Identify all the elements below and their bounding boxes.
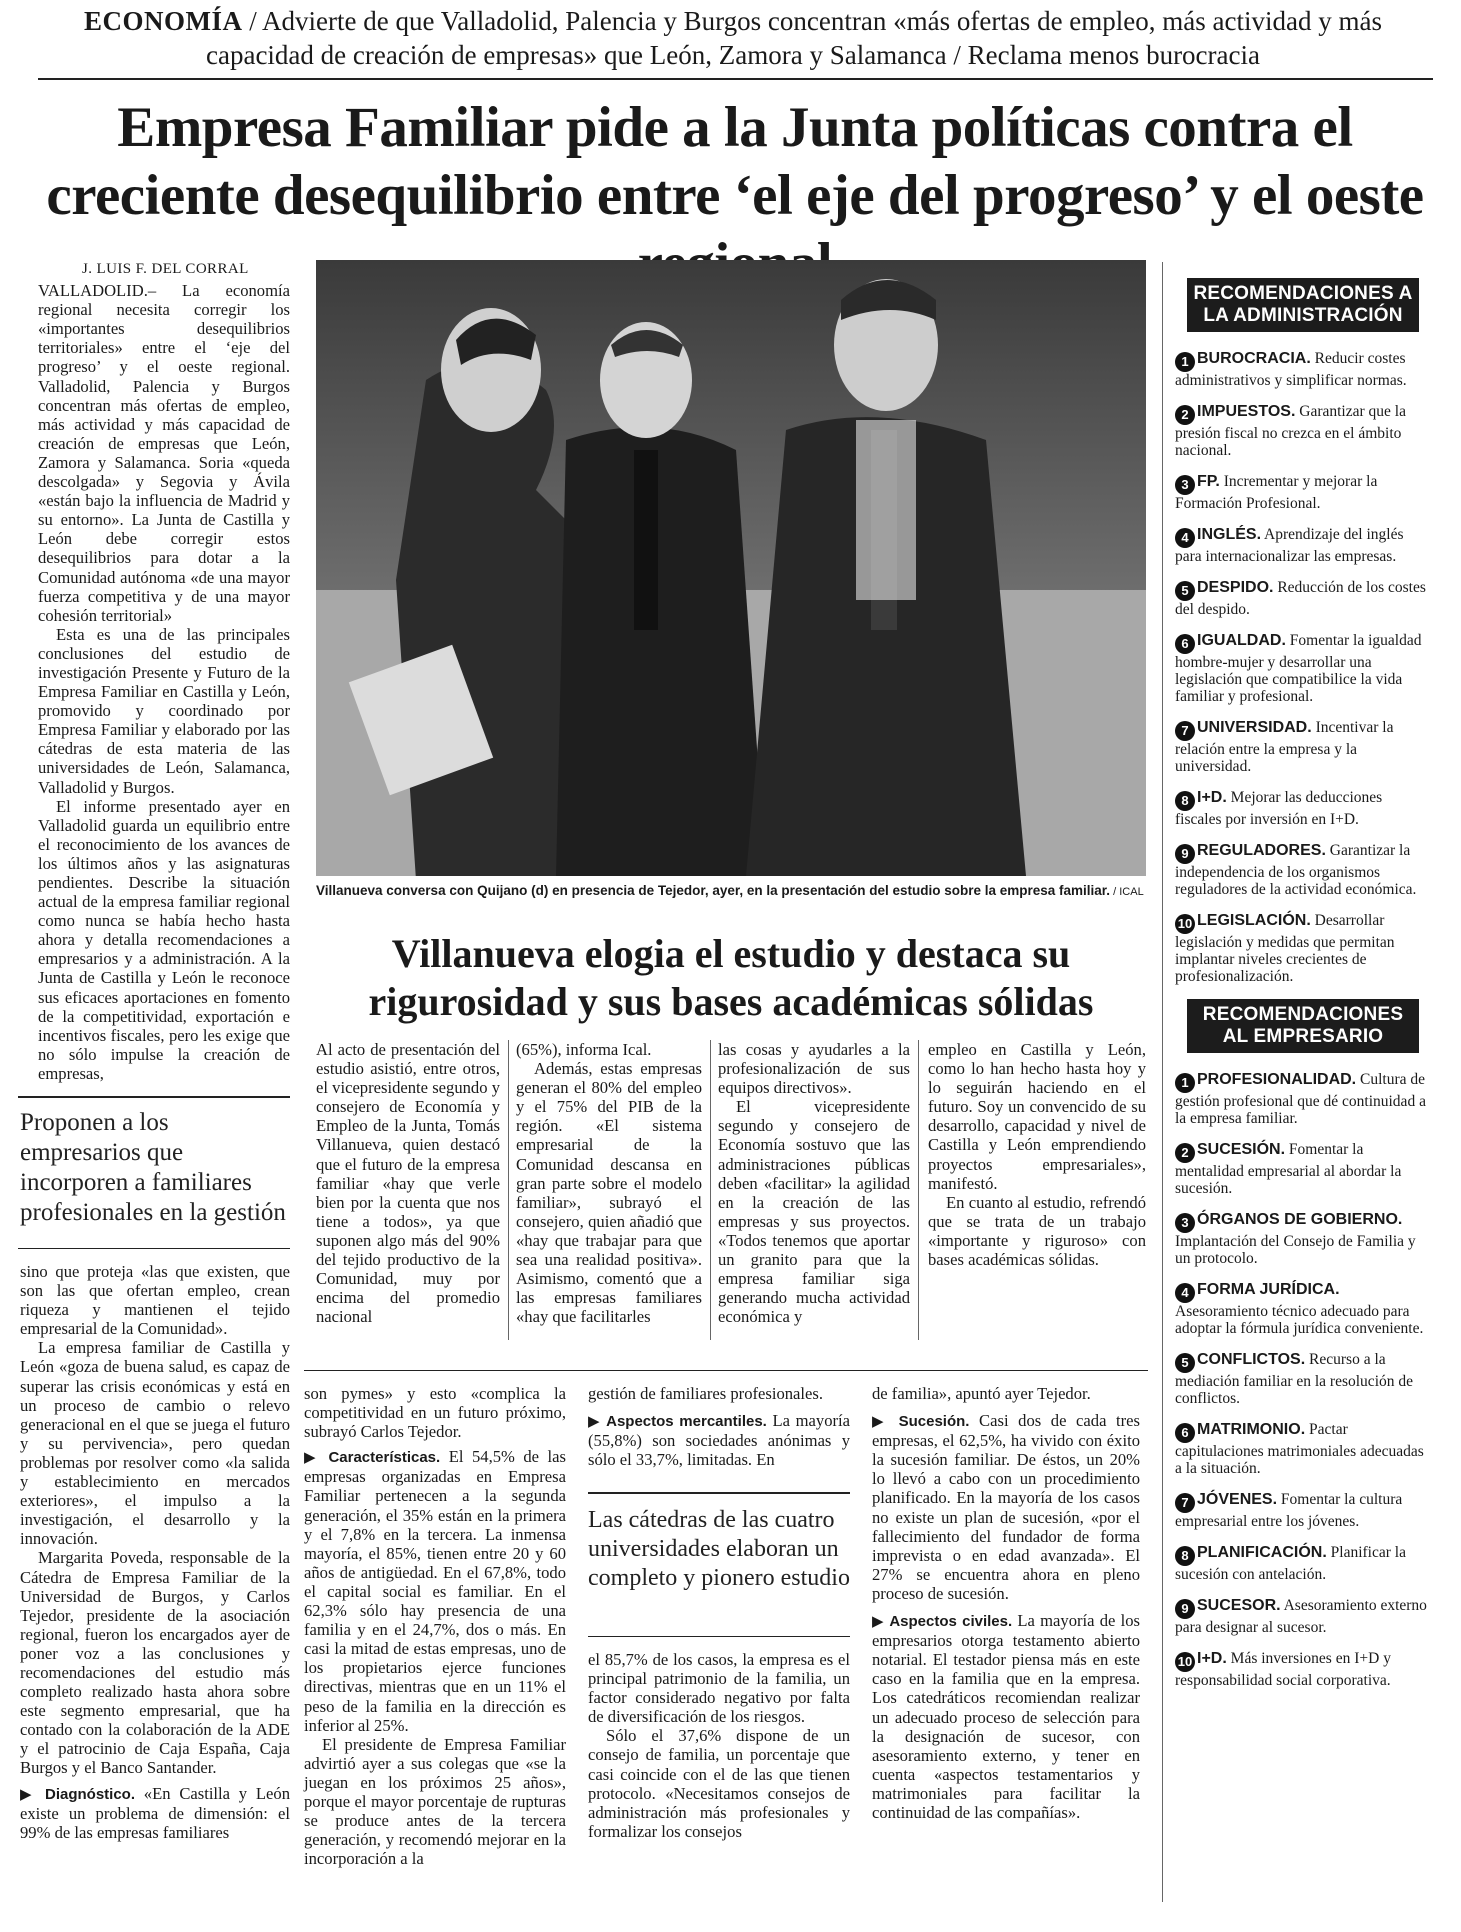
- box-title-empresario: RECOMENDACIONES AL EMPRESARIO: [1187, 999, 1419, 1053]
- paragraph: gestión de familiares profesionales.: [588, 1384, 824, 1403]
- paragraph-text: La mayoría de los empresarios otorga testamento abierto notarial. El testador piensa más en este caso en la familia que en la empresa. Los catedráticos recomiendan realizar un adecuado proceso de selección para la designación de sucesor, con asesoramiento externo, y tener en cuenta «aspectos testamentarios y matrimoniales para facilitar la continuidad de las compañías».: [872, 1611, 1141, 1822]
- paragraph: Margarita Poveda, responsable de la Cátedra de Empresa Familiar de la Universidad de Burgos, y Carlos Tejedor, presidente de la asociación regional, fueron los encargados ayer de poner voz a las conclusiones y recomendaciones del estudio más completo realizado hasta ahora sobre este segmento empresarial, que ha contado con la colaboración de la ADE y el patrocinio de Caja España, Caja Burgos y el Banco Santander.: [20, 1548, 290, 1778]
- recommendation-text: Mejorar las deducciones fiscales por inversión en I+D.: [1175, 789, 1383, 828]
- recommendation-item: [1175, 1141, 1431, 1197]
- lead-diagnostico: ▶ Diagnóstico.: [20, 1785, 135, 1803]
- recommendation-text: Incentivar la relación entre la empresa y la universidad.: [1175, 719, 1394, 775]
- number-badge-icon: 5: [1175, 581, 1195, 601]
- divider: [18, 1248, 290, 1249]
- recommendation-text: Asesoramiento externo para designar al sucesor.: [1175, 1597, 1427, 1636]
- kicker-text: / Advierte de que Valladolid, Palencia y Burgos concentran «más ofertas de empleo, más actividad y más capacidad de creación de empresas» que León, Zamora y Salamanca / Reclama menos burocracia: [206, 6, 1382, 70]
- number-badge-icon: 1: [1175, 352, 1195, 372]
- paragraph: Además, estas empresas generan el 80% del empleo y el 75% del PIB de la región. «El sistema empresarial de la Comunidad descansa en gran parte sobre el modelo familiar», subrayó el consejero, quien añadió que «hay que trabajar para que sea una realidad positiva». Asimismo, comentó que a las empresas familiares «hay que facilitarles: [516, 1059, 702, 1327]
- paragraph: Sólo el 37,6% dispone de un consejo de familia, un porcentaje que casi coincide con el de las que tienen protocolo. «Necesitamos consejos de administración más profesionales y formalizar los consejos: [588, 1726, 850, 1841]
- divider: [18, 1096, 290, 1098]
- news-photo: [316, 260, 1146, 876]
- recommendation-item: [1175, 350, 1431, 389]
- recommendation-title: SUCESIÓN.: [1197, 1141, 1286, 1158]
- article-column-1b: [20, 1262, 290, 1842]
- sidebar-divider: [1162, 262, 1163, 1902]
- box-title-administracion: RECOMENDACIONES A LA ADMINISTRACIÓN: [1187, 278, 1419, 332]
- recommendation-text: Garantizar que la presión fiscal no crezca en el ámbito nacional.: [1175, 403, 1406, 459]
- number-badge-icon: 9: [1175, 844, 1195, 864]
- recommendation-item: [1175, 1421, 1431, 1477]
- recommendation-title: BUROCRACIA.: [1197, 350, 1311, 367]
- divider: [588, 1492, 850, 1494]
- lower-column-4: [872, 1384, 1140, 1822]
- recommendation-title: REGULADORES.: [1197, 842, 1326, 859]
- recommendation-item: [1175, 632, 1431, 705]
- recommendation-item: [1175, 473, 1431, 512]
- number-badge-icon: 1: [1175, 1073, 1195, 1093]
- number-badge-icon: 10: [1175, 1652, 1195, 1672]
- paragraph: son pymes» y esto «complica la competitividad en un futuro próximo, subrayó Carlos Tejedor.: [304, 1384, 566, 1442]
- recommendation-item: [1175, 1281, 1431, 1337]
- recommendation-title: INGLÉS.: [1197, 526, 1262, 543]
- paragraph: (65%), informa Ical.: [516, 1040, 652, 1059]
- paragraph-text: La mayoría (55,8%) son sociedades anónimas y sólo el 33,7%, limitadas. En: [588, 1411, 850, 1470]
- lead-sucesion: ▶ Sucesión.: [872, 1413, 970, 1431]
- paragraph: [588, 1411, 850, 1469]
- recommendation-text: Pactar capitulaciones matrimoniales adecuadas a la situación.: [1175, 1421, 1424, 1477]
- number-badge-icon: 3: [1175, 475, 1195, 495]
- column-divider: [710, 1040, 711, 1340]
- paragraph: [20, 1784, 290, 1842]
- paragraph: Esta es una de las principales conclusiones del estudio de investigación Presente y Futuro de la Empresa Familiar en Castilla y León, promovido y coordinado por Empresa Familiar y elaborado por las cátedras de esta materia de las universidades de León, Salamanca, Valladolid y Burgos.: [38, 624, 290, 797]
- paragraph-text: «En Castilla y León existe un problema de dimensión: el 99% de las empresas familiares: [20, 1783, 290, 1842]
- paragraph: Al acto de presentación del estudio asistió, entre otros, el vicepresidente segundo y consejero de Economía y Empleo de la Junta, Tomás Villanueva, quien destacó que el futuro de la empresa familiar «hay que verle bien por la cuenta que nos tiene a todos», ya que suponen algo más del 90% del tejido productivo de la Comunidad, muy por encima del promedio nacional: [316, 1040, 500, 1327]
- article-column-1: [38, 260, 290, 1083]
- subheadline: Villanueva elogia el estudio y destaca su rigurosidad y sus bases académicas sólidas: [368, 931, 1094, 1024]
- recommendation-text: Aprendizaje del inglés para internacionalizar las empresas.: [1175, 526, 1404, 565]
- recommendation-title: MATRIMONIO.: [1197, 1421, 1306, 1438]
- paragraph: sino que proteja «las que existen, que son las que ofertan empleo, crean riqueza y mantienen el tejido empresarial de la Comunidad».: [20, 1262, 290, 1339]
- recommendation-title: IGUALDAD.: [1197, 632, 1286, 649]
- recommendation-item: [1175, 526, 1431, 565]
- number-badge-icon: 10: [1175, 914, 1195, 934]
- number-badge-icon: 9: [1175, 1599, 1195, 1619]
- caption-text: Villanueva conversa con Quijano (d) en presencia de Tejedor, ayer, en la presentación del estudio sobre la empresa familiar.: [316, 883, 1111, 898]
- recommendation-title: SUCESOR.: [1197, 1597, 1281, 1614]
- recommendation-title: DESPIDO.: [1197, 579, 1274, 596]
- sub-column-2: [516, 1040, 702, 1326]
- recommendation-text: Cultura de gestión profesional que dé continuidad a la empresa familiar.: [1175, 1071, 1426, 1127]
- recommendation-item: [1175, 579, 1431, 618]
- recommendation-item: [1175, 403, 1431, 459]
- recommendation-item: [1175, 1544, 1431, 1583]
- recommendation-text: Fomentar la mentalidad empresarial al abordar la sucesión.: [1175, 1141, 1402, 1197]
- paragraph: de familia», apuntó ayer Tejedor.: [872, 1384, 1091, 1403]
- side-headline-2: Las cátedras de las cuatro universidades elaboran un completo y pionero estudio: [588, 1507, 850, 1591]
- recommendation-title: IMPUESTOS.: [1197, 403, 1296, 420]
- recommendations-sidebar: [1175, 262, 1431, 1703]
- recommendation-title: FORMA JURÍDICA.: [1197, 1281, 1340, 1298]
- sub-column-4: [928, 1040, 1146, 1269]
- recommendation-title: FP.: [1197, 473, 1220, 490]
- lower-column-3b: [588, 1650, 850, 1841]
- recommendation-text: Garantizar la independencia de los organismos reguladores de la actividad económica.: [1175, 842, 1417, 898]
- paragraph: [872, 1411, 1140, 1603]
- paragraph: [872, 1611, 1140, 1822]
- paragraph: La empresa familiar de Castilla y León «goza de buena salud, es capaz de superar las crisis económicas y está en un proceso de cambio o relevo generacional en el que se juega el futuro y su pervivencia», pero quedan problemas por resolver como «la salida y establecimiento en mercados exteriores», el impulso a la investigación, el desarrollo y la innovación.: [20, 1338, 290, 1549]
- recommendation-title: PLANIFICACIÓN.: [1197, 1544, 1327, 1561]
- recommendation-title: CONFLICTOS.: [1197, 1351, 1306, 1368]
- recommendation-title: JÓVENES.: [1197, 1491, 1278, 1508]
- recommendation-item: [1175, 1491, 1431, 1530]
- section-label: ECONOMÍA: [84, 6, 243, 36]
- recommendation-text: Desarrollar legislación y medidas que permitan implantar niveles crecientes de profesionalización.: [1175, 912, 1395, 985]
- recommendation-title: PROFESIONALIDAD.: [1197, 1071, 1357, 1088]
- recommendation-title: I+D.: [1197, 1650, 1227, 1667]
- recommendation-text: Asesoramiento técnico adecuado para adoptar la fórmula jurídica conveniente.: [1175, 1303, 1424, 1337]
- recommendation-item: [1175, 912, 1431, 985]
- recommendation-title: ÓRGANOS DE GOBIERNO.: [1197, 1211, 1403, 1228]
- number-badge-icon: 6: [1175, 1423, 1195, 1443]
- paragraph: las cosas y ayudarles a la profesionalización de sus equipos directivos».: [718, 1040, 910, 1098]
- sub-column-3: [718, 1040, 910, 1326]
- number-badge-icon: 4: [1175, 1283, 1195, 1303]
- photo-people-image: [316, 260, 1146, 876]
- empresario-list: [1175, 1071, 1431, 1689]
- recommendation-item: [1175, 719, 1431, 775]
- administracion-list: [1175, 350, 1431, 985]
- paragraph: El informe presentado ayer en Valladolid guarda un equilibrio entre el reconocimiento de los avances de los últimos años y las asignaturas pendientes. Describe la situación actual de la empresa familiar regional como nunca se había hecho hasta ahora y detalla recomendaciones a empresarios y a administración. A la Junta de Castilla y León le reconoce sus eficaces aportaciones en fomento de la competitividad, exportación e incentivos fiscales, pero les exige que no sólo impulse la creación de empresas,: [38, 796, 290, 1083]
- number-badge-icon: 6: [1175, 634, 1195, 654]
- recommendation-title: I+D.: [1197, 789, 1227, 806]
- number-badge-icon: 2: [1175, 405, 1195, 425]
- number-badge-icon: 7: [1175, 721, 1195, 741]
- recommendation-item: [1175, 842, 1431, 898]
- number-badge-icon: 3: [1175, 1213, 1195, 1233]
- paragraph: El presidente de Empresa Familiar advirtió ayer a sus colegas que «se la juegan en los próximos 25 años», porque el mayor porcentaje de rupturas se produce antes de la tercera generación, y recomendó mejorar en la incorporación a la: [304, 1734, 566, 1869]
- paragraph-text: Casi dos de cada tres empresas, el 62,5%, ha vivido con éxito la sucesión familiar. De éstos, un 20% lo llevó a cabo con un procedimiento planificado. En la mayoría de los casos no existe un plan de sucesión, «por el fallecimiento del fundador de forma imprevista o en edad avanzada». El 27% se encuentra ahora en pleno proceso de sucesión.: [872, 1411, 1140, 1603]
- number-badge-icon: 8: [1175, 1546, 1195, 1566]
- divider: [588, 1636, 850, 1637]
- recommendation-item: [1175, 789, 1431, 828]
- recommendation-title: UNIVERSIDAD.: [1197, 719, 1312, 736]
- recommendation-item: [1175, 1071, 1431, 1127]
- lead-mercantiles: ▶ Aspectos mercantiles.: [588, 1413, 767, 1431]
- recommendation-item: [1175, 1597, 1431, 1636]
- recommendation-text: Fomentar la igualdad hombre-mujer y desarrollar una legislación que compatibilice la vida familiar y profesional.: [1175, 632, 1422, 705]
- number-badge-icon: 5: [1175, 1353, 1195, 1373]
- paragraph: el 85,7% de los casos, la empresa es el principal patrimonio de la familia, un factor considerado negativo por falta de diversificación de los riesgos.: [588, 1650, 850, 1727]
- number-badge-icon: 7: [1175, 1493, 1195, 1513]
- recommendation-text: Reducción de los costes del despido.: [1175, 579, 1426, 618]
- recommendation-item: [1175, 1650, 1431, 1689]
- recommendation-text: Planificar la sucesión con antelación.: [1175, 1544, 1406, 1583]
- lead-civiles: ▶ Aspectos civiles.: [872, 1613, 1013, 1631]
- recommendation-text: Implantación del Consejo de Familia y un protocolo.: [1175, 1233, 1416, 1267]
- top-rule: [38, 78, 1433, 80]
- sub-column-1: [316, 1040, 500, 1326]
- paragraph-text: El 54,5% de las empresas organizadas en Empresa Familiar pertenecen a la segunda generación, el 35% están en la primera y el 7,8% en la tercera. La inmensa mayoría, el 85%, tienen entre 20 y 60 años de antigüedad. En el 67,8%, todo el capital social es familiar. En el 62,3% sólo hay presencia de una familia y en el 24,7%, dos o más. En casi la mitad de estas empresas, uno de los propietarios ejerce funciones directivas, mientras que en un 11% el peso de la familia en la dirección es inferior al 25%.: [304, 1447, 566, 1735]
- recommendation-text: Reducir costes administrativos y simplificar normas.: [1175, 350, 1407, 389]
- number-badge-icon: 8: [1175, 791, 1195, 811]
- recommendation-text: Incrementar y mejorar la Formación Profesional.: [1175, 473, 1378, 512]
- column-divider: [918, 1040, 919, 1340]
- paragraph: El vicepresidente segundo y consejero de Economía sostuvo que las administraciones públicas deben «facilitar» la agilidad en la creación de las empresas y sus proyectos. «Todos tenemos que aportar un granito para que la empresa familiar siga generando mucha actividad económica y: [718, 1097, 910, 1327]
- paragraph: empleo en Castilla y León, como lo han hecho hasta hoy y lo seguirán haciendo en el futuro. Soy un convencido de su desarrollo, capacidad y nivel de Castilla y León emprendiendo proyectos empresariales», manifestó.: [928, 1040, 1146, 1193]
- paragraph: VALLADOLID.– La economía regional necesita corregir los «importantes desequilibrios territoriales» entre el ‘eje del progreso’ y el oeste regional. Valladolid, Palencia y Burgos concentran más ofertas de empleo, más actividad y más capacidad de creación de empresas que León, Zamora y Salamanca. Soria «queda descolgada» y Segovia y Ávila «están bajo la influencia de Madrid y su entorno». La Junta de Castilla y León debe corregir estos desequilibrios para dotar a la Comunidad autónoma «de una mayor fuerza competitiva y de una mayor cohesión territorial»: [38, 281, 290, 625]
- recommendation-text: Más inversiones en I+D y responsabilidad social corporativa.: [1175, 1650, 1391, 1689]
- recommendation-item: [1175, 1351, 1431, 1407]
- recommendation-text: Fomentar la cultura empresarial entre los jóvenes.: [1175, 1491, 1403, 1530]
- kicker: [38, 4, 1428, 72]
- headline: Empresa Familiar pide a la Junta políticas contra el creciente desequilibrio entre ‘el eje del progreso’ y el oeste: [46, 96, 1424, 227]
- lower-column-3: [588, 1384, 850, 1469]
- photo-caption: [316, 882, 1146, 901]
- lower-column-2: [304, 1384, 566, 1868]
- recommendation-item: [1175, 1211, 1431, 1267]
- recommendation-title: LEGISLACIÓN.: [1197, 912, 1311, 929]
- divider: [304, 1370, 1148, 1371]
- lead-caracteristicas: ▶ Características.: [304, 1449, 441, 1467]
- byline: J. LUIS F. DEL CORRAL: [82, 261, 249, 277]
- number-badge-icon: 2: [1175, 1143, 1195, 1163]
- photo-credit: / ICAL: [1110, 886, 1144, 898]
- recommendation-text: Recurso a la mediación familiar en la resolución de conflictos.: [1175, 1351, 1414, 1407]
- column-divider: [508, 1040, 509, 1340]
- side-headline-1: Proponen a los empresarios que incorporen a familiares profesionales en la gestión: [20, 1109, 286, 1226]
- number-badge-icon: 4: [1175, 528, 1195, 548]
- paragraph: En cuanto al estudio, refrendó que se trata de un trabajo «importante y riguroso» con bases académicas sólidas.: [928, 1192, 1146, 1270]
- paragraph: [304, 1447, 566, 1734]
